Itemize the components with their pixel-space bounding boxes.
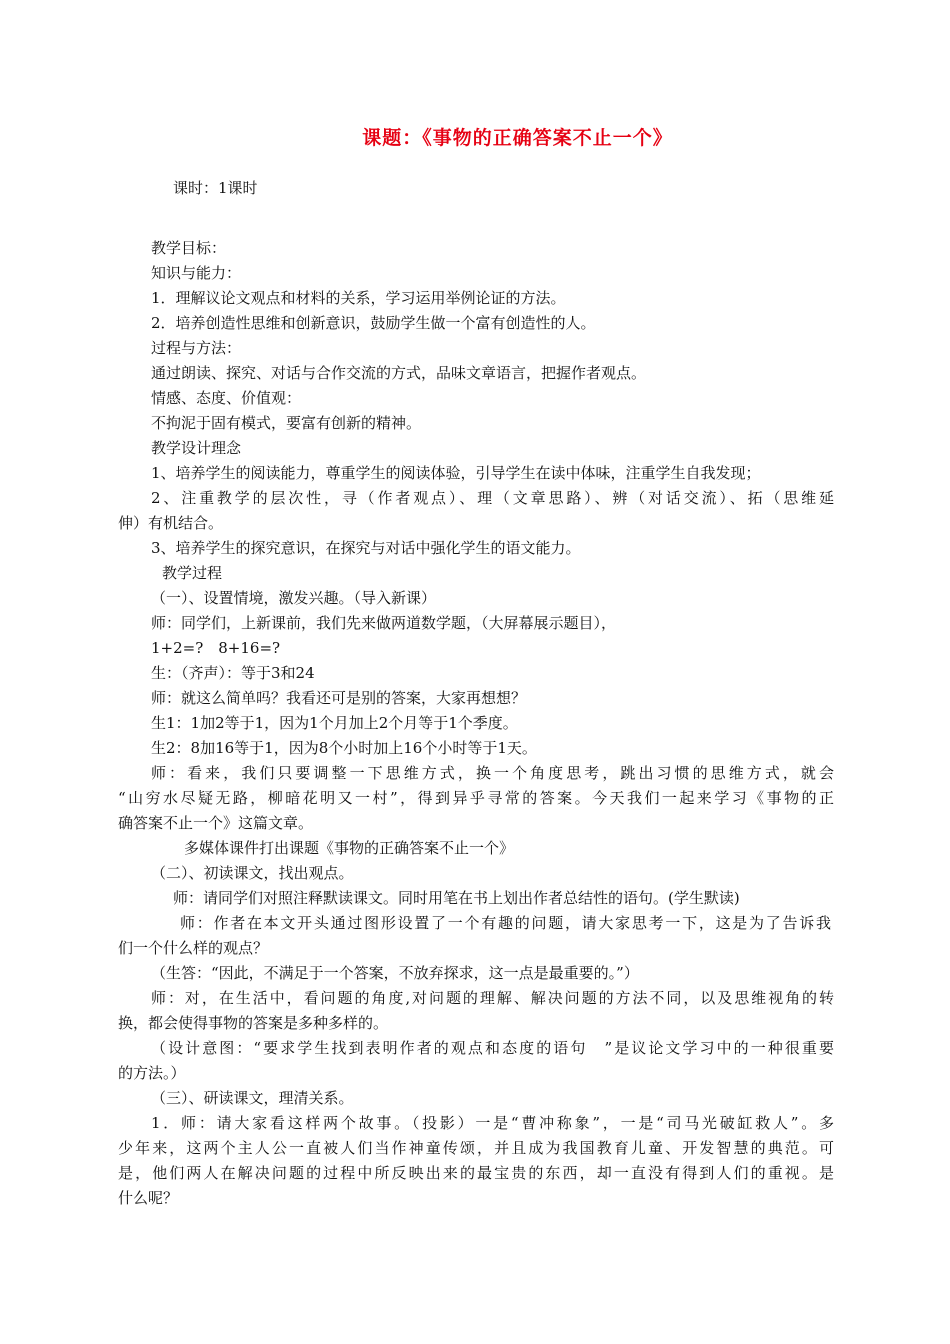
paragraph-line: 师：请同学们对照注释默读课文。同时用笔在书上划出作者总结性的语句。(学生默读) [173, 889, 740, 907]
step-heading: （二）、初读课文，找出观点。 [151, 864, 354, 882]
paragraph-line: 生：（齐声）：等于3和24 [151, 664, 315, 682]
sub-heading: 情感、态度、价值观： [151, 389, 302, 407]
paragraph-line: 师：同学们，上新课前，我们先来做两道数学题，（大屏幕展示题目）， [151, 614, 617, 632]
paragraph-line: 1．师：请大家看这样两个故事。（投影）一是“曹冲称象”，一是“司马光破缸救人”。多 [151, 1114, 834, 1132]
paragraph-line: 们一个什么样的观点？ [118, 939, 269, 957]
paragraph-line: 换，都会使得事物的答案是多种多样的。 [118, 1014, 389, 1032]
section-heading: 教学设计理念 [151, 439, 242, 457]
paragraph-line: 通过朗读、探究、对话与合作交流的方式，品味文章语言，把握作者观点。 [151, 364, 647, 382]
paragraph-line: 是，他们两人在解决问题的过程中所反映出来的最宝贵的东西，却一直没有得到人们的重视。是 [118, 1164, 834, 1182]
paragraph-line: 2、注重教学的层次性，寻（作者观点）、理（文章思路）、辨（对话交流）、拓（思维延 [151, 489, 834, 507]
paragraph-line: 确答案不止一个》这篇文章。 [118, 814, 314, 832]
paragraph-line: 少年来，这两个主人公一直被人们当作神童传颂，并且成为我国教育儿童、开发智慧的典范。可 [118, 1139, 834, 1157]
paragraph-line: 师：作者在本文开头通过图形设置了一个有趣的问题，请大家思考一下，这是为了告诉我 [180, 914, 831, 932]
paragraph-line: 不拘泥于固有模式，要富有创新的精神。 [151, 414, 422, 432]
paragraph-line: 什么呢？ [118, 1189, 179, 1207]
paragraph-line: “山穷水尽疑无路，柳暗花明又一村”，得到异乎寻常的答案。今天我们一起来学习《事物的正 [118, 789, 834, 807]
paragraph-line: 生1：1加2等于1，因为1个月加上2个月等于1个季度。 [151, 714, 518, 732]
sub-heading: 知识与能力： [151, 264, 242, 282]
page-title: 课题：《事物的正确答案不止一个》 [362, 127, 673, 149]
paragraph-line: 1．理解议论文观点和材料的关系，学习运用举例论证的方法。 [151, 289, 566, 307]
sub-heading: 过程与方法： [151, 339, 242, 357]
lesson-duration: 课时：1课时 [173, 179, 258, 197]
paragraph-line: 伸）有机结合。 [118, 514, 224, 532]
paragraph-line: 师：对，在生活中，看问题的角度,对问题的理解、解决问题的方法不同，以及思维视角的转 [151, 989, 834, 1007]
section-heading: 教学目标： [151, 239, 227, 257]
section-heading: 教学过程 [162, 564, 223, 582]
paragraph-line: 师：就这么简单吗？我看还可是别的答案，大家再想想？ [151, 689, 527, 707]
paragraph-line: 师：看来，我们只要调整一下思维方式，换一个角度思考，跳出习惯的思维方式，就会 [151, 764, 834, 782]
paragraph-line: 多媒体课件打出课题《事物的正确答案不止一个》 [184, 839, 515, 857]
paragraph-line: 的方法。） [118, 1064, 186, 1082]
paragraph-line: 2．培养创造性思维和创新意识，鼓励学生做一个富有创造性的人。 [151, 314, 596, 332]
step-heading: （一）、设置情境，激发兴趣。（导入新课） [151, 589, 437, 607]
paragraph-line: 3、培养学生的探究意识，在探究与对话中强化学生的语文能力。 [151, 539, 581, 557]
paragraph-line: （设计意图：“要求学生找到表明作者的观点和态度的语句 ”是议论文学习中的一种很重要 [151, 1039, 834, 1057]
paragraph-line: （生答：“因此，不满足于一个答案，不放弃探求，这一点是最重要的。”） [151, 964, 639, 982]
step-heading: （三）、研读课文，理清关系。 [151, 1089, 354, 1107]
paragraph-line: 1、培养学生的阅读能力，尊重学生的阅读体验，引导学生在读中体味，注重学生自我发现； [151, 464, 761, 482]
math-question: 1+2=? 8+16=? [151, 639, 281, 657]
paragraph-line: 生2：8加16等于1，因为8个小时加上16个小时等于1天。 [151, 739, 537, 757]
